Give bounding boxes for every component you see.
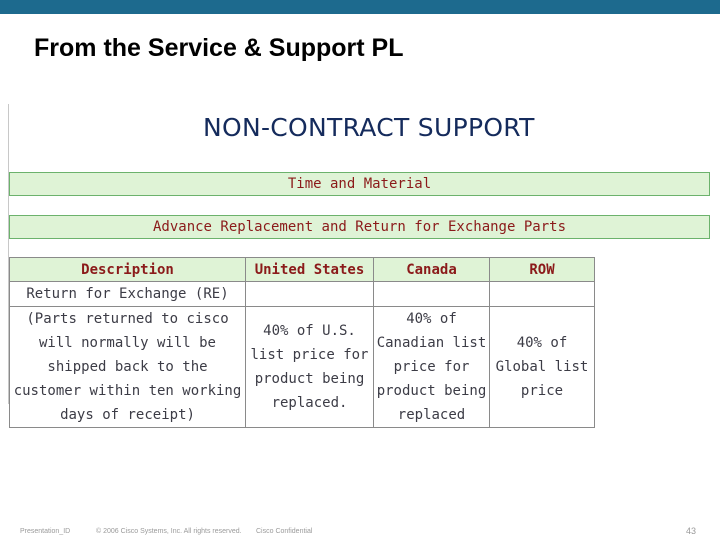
column-header-canada: Canada <box>374 258 490 282</box>
document-heading: NON-CONTRACT SUPPORT <box>203 113 535 142</box>
column-header-united-states: United States <box>246 258 374 282</box>
table-cell: Return for Exchange (RE) <box>10 282 246 307</box>
header-bar <box>0 0 720 14</box>
footer-copyright: © 2006 Cisco Systems, Inc. All rights reserved. <box>96 528 242 535</box>
page-number: 43 <box>686 526 697 536</box>
table-cell <box>374 282 490 307</box>
embedded-document <box>8 104 712 423</box>
table-cell <box>246 282 374 307</box>
section-band-advance-replacement: Advance Replacement and Return for Exchange Parts <box>9 215 710 239</box>
column-header-row: ROW <box>490 258 595 282</box>
footer-confidential: Cisco Confidential <box>256 528 313 535</box>
table-cell: 40% of Canadian list price for product being replaced <box>374 307 490 428</box>
table-cell: (Parts returned to cisco will normally will be shipped back to the customer within ten working days of receipt) <box>10 307 246 428</box>
section-band-time-material: Time and Material <box>9 172 710 196</box>
column-header-description: Description <box>10 258 246 282</box>
table-header-row <box>10 258 595 282</box>
footer-presentation-id: Presentation_ID <box>20 528 71 535</box>
table-row <box>10 307 595 428</box>
slide-title: From the Service & Support PL <box>34 34 404 62</box>
pricing-table <box>9 257 595 428</box>
table-cell <box>490 282 595 307</box>
table-row <box>10 282 595 307</box>
table-cell: 40% of Global list price <box>490 307 595 428</box>
table-cell: 40% of U.S. list price for product being replaced. <box>246 307 374 428</box>
